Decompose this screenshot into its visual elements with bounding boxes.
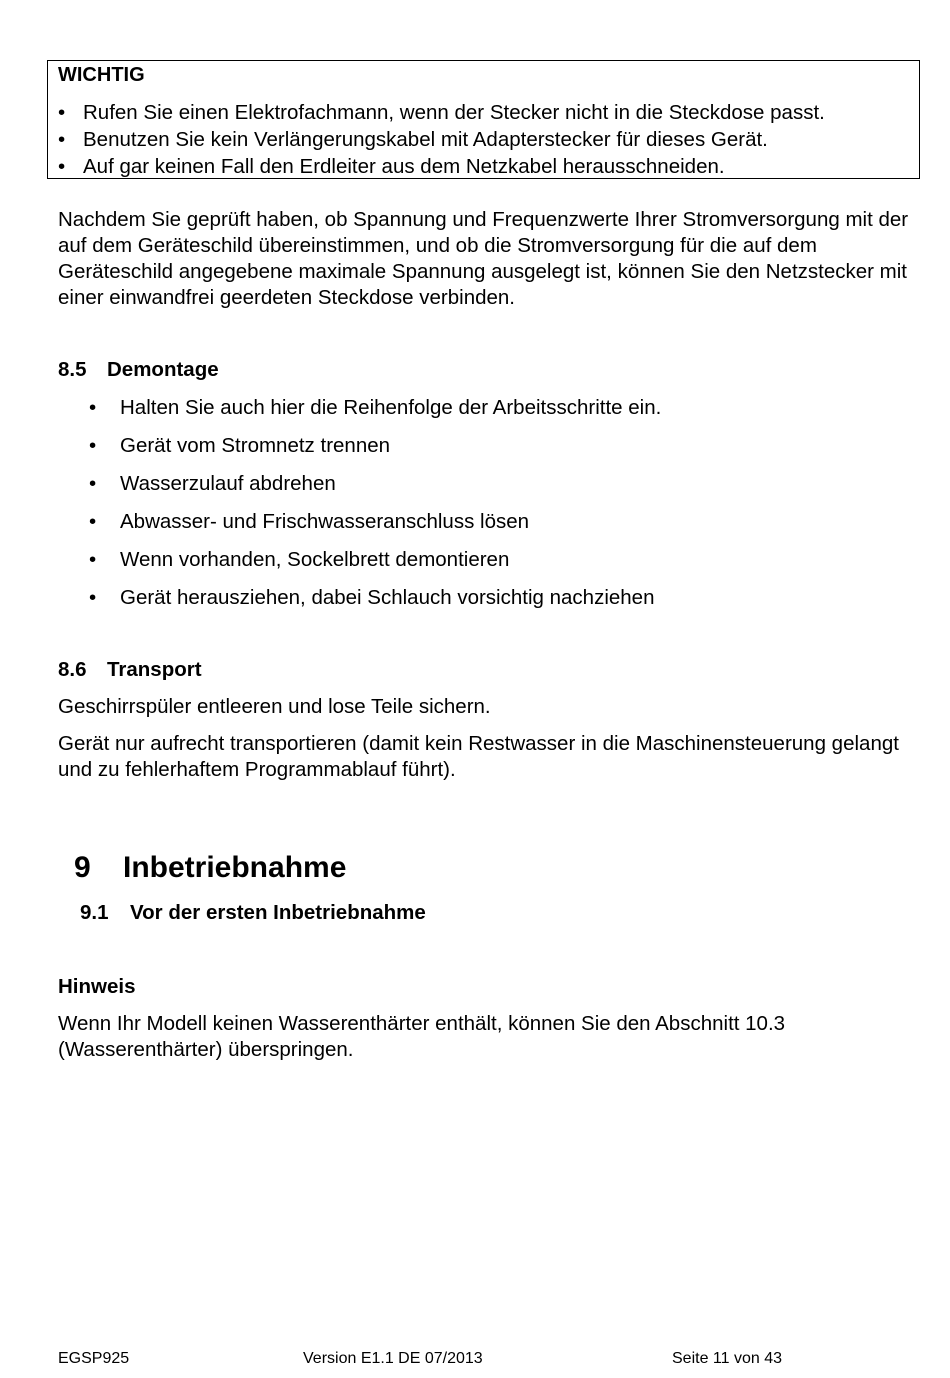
- list-item: • Gerät vom Stromnetz trennen: [58, 432, 661, 470]
- bullet-icon: •: [58, 101, 66, 124]
- important-title: WICHTIG: [58, 64, 145, 86]
- bullet-icon: •: [58, 155, 66, 178]
- list-item: • Auf gar keinen Fall den Erdleiter aus dem Netzkabel herausschneiden.: [58, 155, 725, 178]
- important-box: [47, 60, 920, 179]
- section-heading-8-5: 8.5 Demontage: [58, 358, 219, 381]
- note-text: Wenn Ihr Modell keinen Wasserenthärter enthält, können Sie den Abschnitt 10.3 (Wasserenthärter) überspringen.: [58, 1012, 786, 1061]
- footer-version: Version E1.1 DE 07/2013: [303, 1350, 483, 1367]
- list-item: • Abwasser- und Frischwasseranschluss lösen: [58, 508, 661, 546]
- footer-page-number: Seite 11 von 43: [672, 1350, 783, 1367]
- list-item: • Benutzen Sie kein Verlängerungskabel mit Adapterstecker für dieses Gerät.: [58, 128, 768, 151]
- list-item: • Gerät herausziehen, dabei Schlauch vorsichtig nachziehen: [58, 584, 661, 622]
- demontage-list: [58, 394, 661, 622]
- list-item: • Halten Sie auch hier die Reihenfolge der Arbeitsschritte ein.: [58, 394, 661, 432]
- list-item: • Rufen Sie einen Elektrofachmann, wenn der Stecker nicht in die Steckdose passt.: [58, 101, 825, 124]
- transport-paragraph-1: Geschirrspüler entleeren und lose Teile sichern.: [58, 695, 491, 718]
- transport-paragraph-2: Gerät nur aufrecht transportieren (damit kein Restwasser in die Maschinensteuerung gelangt und zu fehlerhaftem Programmablauf führt).: [58, 732, 899, 781]
- bullet-icon: •: [58, 128, 66, 151]
- note-title: Hinweis: [58, 975, 136, 998]
- section-heading-8-6: 8.6 Transport: [58, 658, 202, 681]
- bullet-icon: •: [89, 472, 97, 495]
- bullet-icon: •: [89, 548, 97, 571]
- intro-paragraph: Nachdem Sie geprüft haben, ob Spannung und Frequenzwerte Ihrer Stromversorgung mit der auf dem Geräteschild übereinstimmen, und ob die Stromversorgung für die auf dem Geräteschild angegebene maximale Spannung ausgelegt ist, können Sie den Netzstecker mit einer einwandfrei geerdeten Steckdose verbinden.: [58, 208, 909, 309]
- bullet-icon: •: [89, 434, 97, 457]
- bullet-icon: •: [89, 396, 97, 419]
- list-item: • Wenn vorhanden, Sockelbrett demontieren: [58, 546, 661, 584]
- footer-model: EGSP925: [58, 1350, 130, 1367]
- important-list: [48, 99, 825, 180]
- bullet-icon: •: [89, 586, 97, 609]
- bullet-icon: •: [89, 510, 97, 533]
- list-item: • Wasserzulauf abdrehen: [58, 470, 661, 508]
- section-heading-9-1: 9.1 Vor der ersten Inbetriebnahme: [80, 901, 426, 924]
- chapter-heading-9: 9 Inbetriebnahme: [74, 851, 347, 884]
